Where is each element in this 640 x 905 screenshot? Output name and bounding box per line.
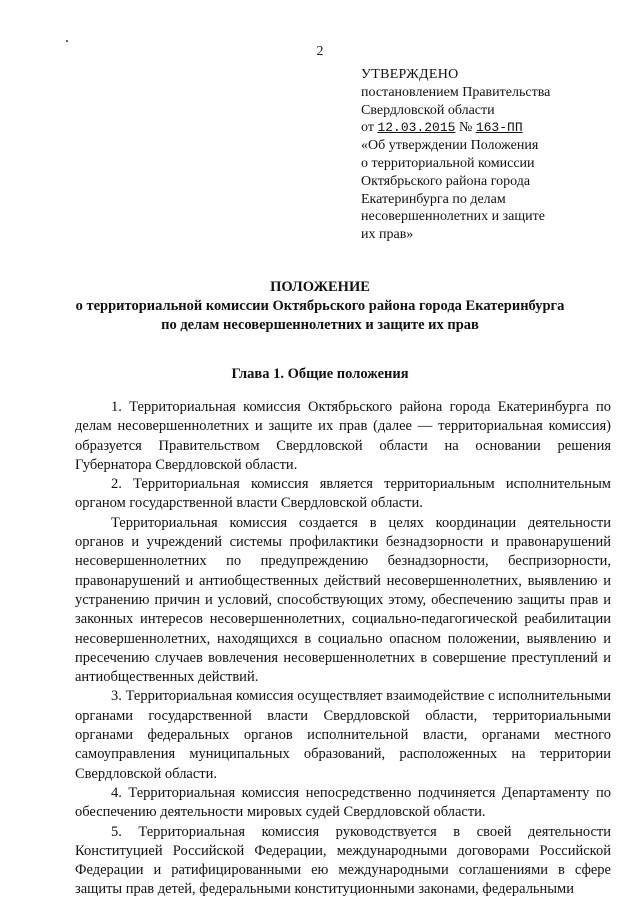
approval-block: [361, 66, 601, 244]
paragraph: 2. Территориальная комиссия является территориальным исполнительным органом государственной власти Свердловской области.: [75, 476, 611, 512]
approval-subject-line: Екатеринбурга по делам: [361, 191, 506, 207]
document-subtitle-line-2: по делам несовершеннолетних и защите их прав: [161, 317, 479, 333]
from-label: от: [361, 120, 374, 136]
document-title: ПОЛОЖЕНИЕ: [270, 279, 370, 295]
page-number: 2: [316, 44, 324, 59]
document-subtitle-line-1: о территориальной комиссии Октябрьского района города Екатеринбурга: [75, 298, 565, 314]
body-text: [75, 398, 611, 900]
approval-line-1: постановлением Правительства: [361, 84, 551, 100]
approval-line-2: Свердловской области: [361, 102, 495, 118]
approval-date-line: [361, 119, 601, 137]
approval-subject-line: их прав»: [361, 227, 414, 243]
paragraph: 4. Территориальная комиссия непосредственно подчиняется Департаменту по обеспечению деятельности мировых судей Свердловской области.: [75, 784, 611, 821]
approval-date: 12.03.2015: [377, 120, 456, 136]
approval-subject-line: несовершеннолетних и защите: [361, 209, 545, 225]
document-heading: [0, 278, 640, 335]
paragraph: 1. Территориальная комиссия Октябрьского района города Екатеринбурга по делам несовершеннолетних и защите их прав (далее — территориальная комиссия) образуется Правительством Свердловской области на основании решения Губернатора Свердловской области.: [75, 399, 611, 473]
approval-title: УТВЕРЖДЕНО: [361, 67, 459, 82]
scan-speck: [66, 40, 68, 42]
approval-subject-line: о территориальной комиссии: [361, 155, 535, 171]
paragraph: Территориальная комиссия создается в целях координации деятельности органов и учреждений системы профилактики безнадзорности и правонарушений несовершеннолетних по предупреждению безнадзорности, беспризорности, правонарушений и антиобщественных действий несовершеннолетних, выявлению и устранению причин и условий, способствующих этому, обеспечению защиты прав и законных интересов несовершеннолетних, социально-педагогической реабилитации несовершеннолетних, находящихся в социально опасном положении, выявлению и пресечению случаев вовлечения несовершеннолетних в совершение преступлений и антиобщественных действий.: [75, 514, 611, 686]
approval-number: 163-ПП: [475, 120, 523, 136]
chapter-title: Глава 1. Общие положения: [231, 366, 409, 382]
approval-subject-line: Октябрьского района города: [361, 173, 531, 189]
approval-subject-line: «Об утверждении Положения: [361, 138, 539, 154]
number-label: №: [458, 120, 473, 136]
paragraph: 5. Территориальная комиссия руководствуется в своей деятельности Конституцией Российской Федерации, международными договорами Российской Федерации и ратифицированными ею международными соглашениями в сфере защиты прав детей, федеральными конституционными законами, федеральными: [75, 823, 611, 898]
paragraph: 3. Территориальная комиссия осуществляет взаимодействие с исполнительными органами государственной власти Свердловской области, территориальными органами федеральных органов исполнительной власти, органами местного самоуправления муниципальных образований, расположенных на территории Свердловской области.: [75, 688, 611, 782]
